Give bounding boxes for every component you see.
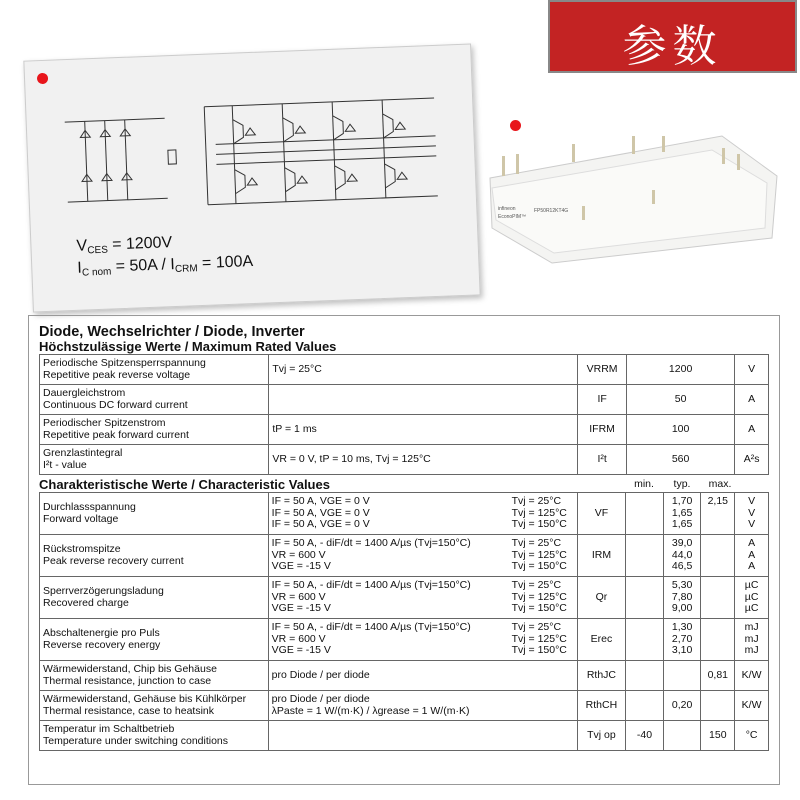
unit: A: [735, 415, 769, 445]
param-name: Periodische Spitzensperrspannung Repetitive peak reverse voltage: [40, 355, 269, 385]
unit: K/W: [735, 661, 769, 691]
table-row: [40, 355, 769, 385]
banner-title: 参数: [622, 21, 723, 72]
value: 100: [626, 415, 734, 445]
min-value: [626, 691, 663, 721]
value: 50: [626, 385, 734, 415]
max-value: [701, 577, 735, 619]
condition: IF = 50 A, - diF/dt = 1400 A/µs (Tvj=150°C) Tvj = 25°C VR = 600 V Tvj = 125°C VGE = -15 V Tvj = 150°C: [268, 619, 577, 661]
symbol: Qr: [577, 577, 626, 619]
max-rated-heading: Höchstzulässige Werte / Maximum Rated Values: [39, 339, 337, 354]
schematic-card: [23, 43, 480, 312]
max-value: [701, 691, 735, 721]
unit: K/W: [735, 691, 769, 721]
condition: pro Diode / per diode: [268, 661, 577, 691]
table-row: [40, 415, 769, 445]
typ-value: [663, 661, 701, 691]
param-name: Temperatur im Schaltbetrieb Temperature under switching conditions: [40, 721, 269, 751]
table-row: [40, 445, 769, 475]
table-row: [40, 691, 769, 721]
symbol: IF: [578, 385, 627, 415]
unit: V V V: [735, 493, 769, 535]
table-title: Diode, Wechselrichter / Diode, Inverter: [39, 324, 305, 340]
max-rated-table: [39, 354, 769, 475]
col-typ: typ.: [673, 478, 691, 490]
min-value: [626, 577, 663, 619]
typ-value: 1,70 1,65 1,65: [663, 493, 701, 535]
vces-spec: $V_{CES} = 1200V$: [76, 234, 173, 257]
typ-value: 1,30 2,70 3,10: [663, 619, 701, 661]
col-headers: [625, 478, 769, 492]
symbol: VF: [577, 493, 626, 535]
typ-value: 39,0 44,0 46,5: [663, 535, 701, 577]
condition: IF = 50 A, VGE = 0 V Tvj = 25°C IF = 50 A, VGE = 0 V Tvj = 125°C IF = 50 A, VGE = 0 V Tvj = 150°C: [268, 493, 577, 535]
circuit-schematic: [54, 88, 448, 223]
condition: IF = 50 A, - diF/dt = 1400 A/µs (Tvj=150°C) Tvj = 25°C VR = 600 V Tvj = 125°C VGE = -15 V Tvj = 150°C: [268, 535, 577, 577]
table-row: [40, 661, 769, 691]
value: 560: [626, 445, 734, 475]
symbol: VRRM: [578, 355, 627, 385]
red-dot-marker: [510, 120, 521, 131]
symbol: RthJC: [577, 661, 626, 691]
max-value: 2,15: [701, 493, 735, 535]
symbol: RthCH: [577, 691, 626, 721]
condition: tP = 1 ms: [269, 415, 578, 445]
param-name: Abschaltenergie pro Puls Reverse recovery energy: [40, 619, 269, 661]
param-name: Rückstromspitze Peak reverse recovery current: [40, 535, 269, 577]
product-brand: infineon: [498, 206, 516, 212]
unit: µC µC µC: [735, 577, 769, 619]
condition: Tvj = 25°C: [269, 355, 578, 385]
condition: [268, 721, 577, 751]
parameter-banner: [548, 0, 797, 73]
unit: A: [735, 385, 769, 415]
param-name: Wärmewiderstand, Gehäuse bis Kühlkörper Thermal resistance, case to heatsink: [40, 691, 269, 721]
max-value: [701, 619, 735, 661]
param-name: Grenzlastintegral I²t - value: [40, 445, 269, 475]
unit: A A A: [735, 535, 769, 577]
min-value: [626, 619, 663, 661]
datasheet-table: [28, 315, 780, 785]
typ-value: [663, 721, 701, 751]
param-name: Wärmewiderstand, Chip bis Gehäuse Thermal resistance, junction to case: [40, 661, 269, 691]
condition: [269, 385, 578, 415]
param-name: Periodischer Spitzenstrom Repetitive peak forward current: [40, 415, 269, 445]
param-name: Sperrverzögerungsladung Recovered charge: [40, 577, 269, 619]
table-row: [40, 385, 769, 415]
min-value: [626, 535, 663, 577]
characteristic-table: [39, 492, 769, 751]
ic-spec: $I_{C nom} = 50A / I_{CRM} = 100A$: [77, 253, 254, 279]
char-heading: Charakteristische Werte / Characteristic Values: [39, 477, 330, 492]
symbol: IFRM: [578, 415, 627, 445]
condition: pro Diode / per diode λPaste = 1 W/(m·K) / λgrease = 1 W/(m·K): [268, 691, 577, 721]
min-value: [626, 661, 663, 691]
condition: VR = 0 V, tP = 10 ms, Tvj = 125°C: [269, 445, 578, 475]
param-name: Dauergleichstrom Continuous DC forward current: [40, 385, 269, 415]
table-row: [40, 535, 769, 577]
symbol: Erec: [577, 619, 626, 661]
table-row: [40, 577, 769, 619]
min-value: [626, 493, 663, 535]
typ-value: 0,20: [663, 691, 701, 721]
unit: V: [735, 355, 769, 385]
min-value: -40: [626, 721, 663, 751]
condition: IF = 50 A, - diF/dt = 1400 A/µs (Tvj=150°C) Tvj = 25°C VR = 600 V Tvj = 125°C VGE = -15 V Tvj = 150°C: [268, 577, 577, 619]
product-photo: [482, 128, 782, 266]
red-dot-marker: [37, 73, 48, 84]
product-part: FP50R12KT4G: [534, 208, 569, 214]
col-min: min.: [634, 478, 654, 490]
max-value: 0,81: [701, 661, 735, 691]
table-row: [40, 493, 769, 535]
param-name: Durchlassspannung Forward voltage: [40, 493, 269, 535]
value: 1200: [626, 355, 734, 385]
symbol: Tvj op: [577, 721, 626, 751]
symbol: I²t: [578, 445, 627, 475]
product-series: EconoPIM™: [498, 214, 527, 220]
unit: °C: [735, 721, 769, 751]
table-row: [40, 721, 769, 751]
max-value: 150: [701, 721, 735, 751]
typ-value: 5,30 7,80 9,00: [663, 577, 701, 619]
symbol: IRM: [577, 535, 626, 577]
max-value: [701, 535, 735, 577]
unit: A²s: [735, 445, 769, 475]
col-max: max.: [708, 478, 732, 490]
table-row: [40, 619, 769, 661]
unit: mJ mJ mJ: [735, 619, 769, 661]
